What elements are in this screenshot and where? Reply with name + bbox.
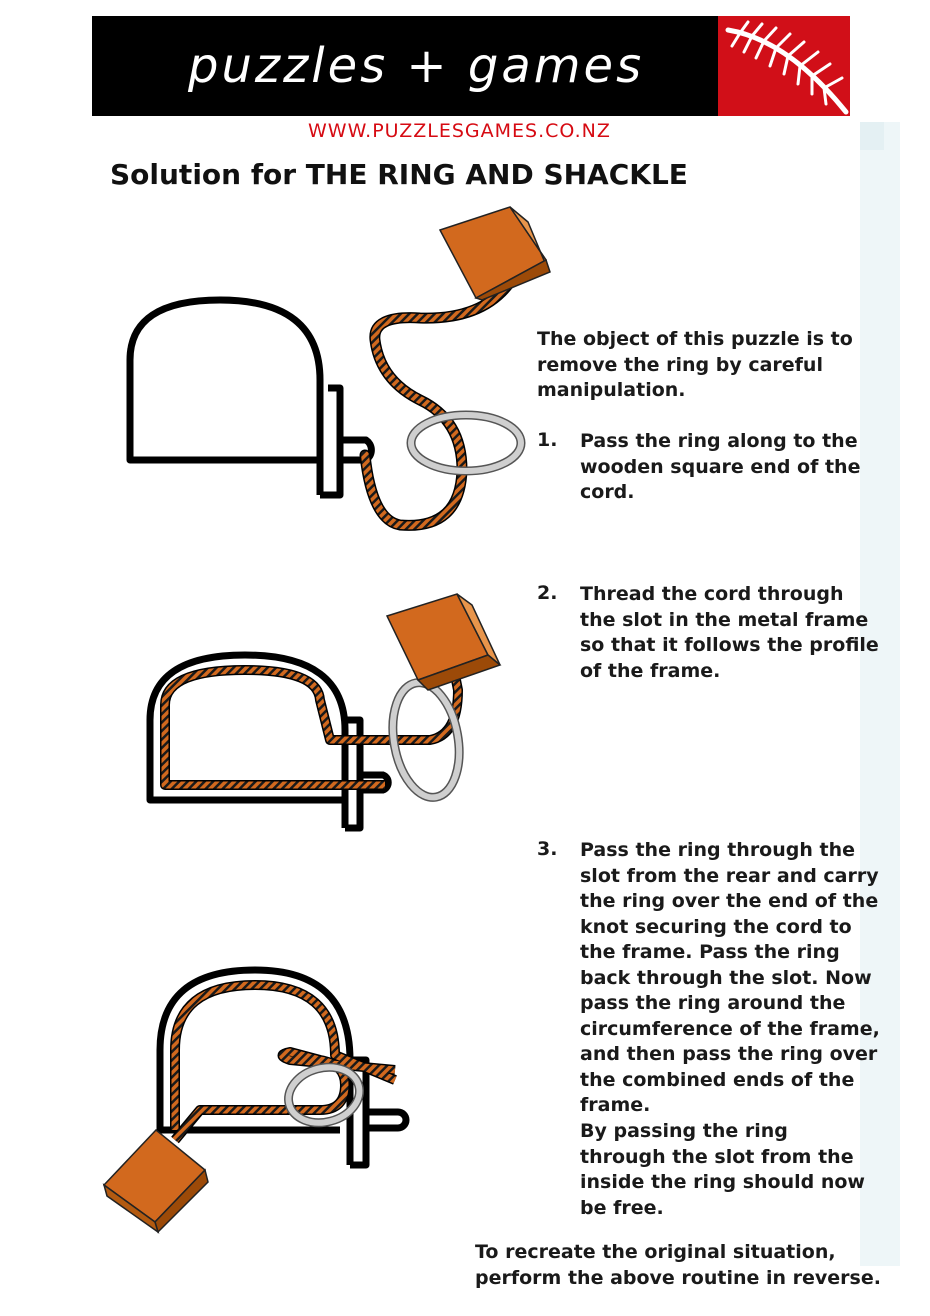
step-3-number: 3. [537,838,558,860]
intro-text: The object of this puzzle is to remove the ring by careful manipulation. [537,328,853,401]
brand-title: puzzles + games [188,38,645,94]
step-2-text: Thread the cord through the slot in the metal frame so that it follows the profile of the frame. [580,583,879,682]
page-title: Solution for THE RING AND SHACKLE [110,158,688,191]
step-1-number: 1. [537,429,558,451]
metal-shackle [130,300,371,495]
outro-text: To recreate the original situation, perform the above routine in reverse. [475,1241,881,1289]
wooden-block [104,1130,208,1232]
step-2-number: 2. [537,582,558,604]
wooden-block [440,207,550,300]
wooden-block [387,594,500,690]
step-2-illustration [150,594,500,828]
step-3-illustration [104,970,406,1232]
step-1-text: Pass the ring along to the wooden square end of the cord. [580,430,861,503]
step-3-extra-text: By passing the ring through the slot from the inside the ring should now be free. [580,1120,865,1219]
step-1-illustration [130,207,550,525]
website-url[interactable]: WWW.PUZZLESGAMES.CO.NZ [308,120,611,142]
step-3-text: Pass the ring through the slot from the rear and carry the ring over the end of the knot securing the cord to the frame. Pass the ring back through the slot. Now pass the ring around the circumference of the frame, and then pass the ring over the combined ends of the frame. [580,839,880,1116]
